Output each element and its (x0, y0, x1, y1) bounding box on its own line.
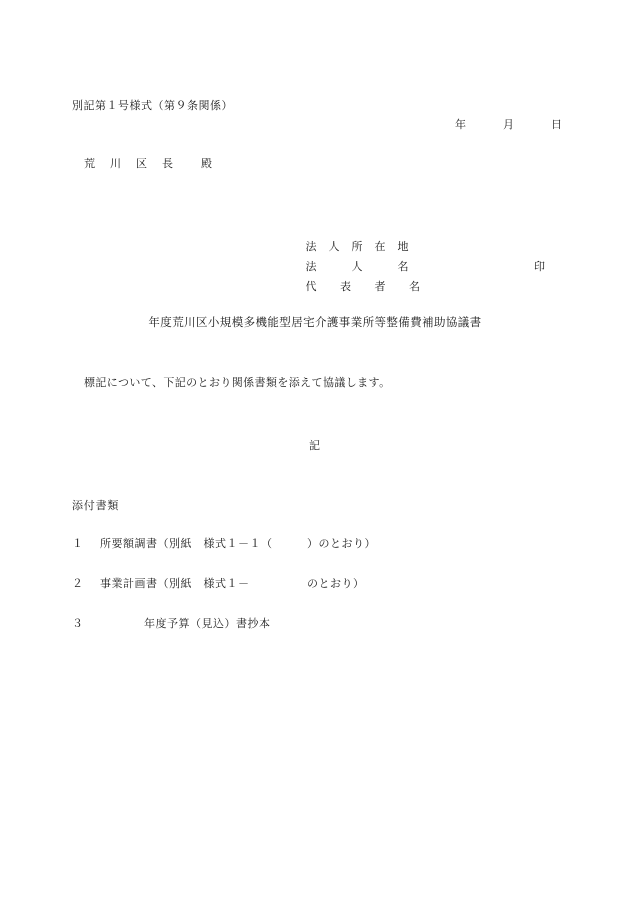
attachments-heading: 添付書類 (72, 500, 120, 512)
attachment-number: ３ (72, 618, 84, 630)
corporation-name-row (286, 237, 421, 273)
corporation-address-row (286, 217, 421, 253)
attachment-number: １ (72, 538, 84, 550)
attachment-text: 年度予算（見込）書抄本 (144, 618, 271, 630)
seal-mark: 印 (534, 261, 546, 273)
list-item (72, 577, 592, 617)
date-line: 年 月 日 (455, 119, 563, 131)
form-number: 別記第１号様式（第９条関係） (72, 100, 233, 112)
list-item (72, 617, 592, 657)
representative-name-row (286, 257, 546, 293)
corporation-name-label: 法 人 名 (305, 261, 409, 273)
attachment-text: 事業計画書（別紙 様式１－ のとおり） (100, 578, 365, 590)
list-item (72, 537, 592, 577)
corporation-address-label: 法 人 所 在 地 (305, 241, 409, 253)
attachments-list (72, 537, 592, 657)
attachment-text: 所要額調書（別紙 様式１－１（ ）のとおり） (100, 538, 376, 550)
addressee-line: 荒 川 区 長 殿 (84, 158, 214, 170)
document-title: 年度荒川区小規模多機能型居宅介護事業所等整備費補助協議書 (148, 317, 482, 329)
corporation-info-block (286, 217, 546, 293)
attachment-number: ２ (72, 578, 84, 590)
body-paragraph: 標記について、下記のとおり関係書類を添えて協議します。 (84, 377, 391, 389)
ki-mark: 記 (309, 440, 321, 452)
representative-name-label: 代 表 者 名 (305, 281, 421, 293)
